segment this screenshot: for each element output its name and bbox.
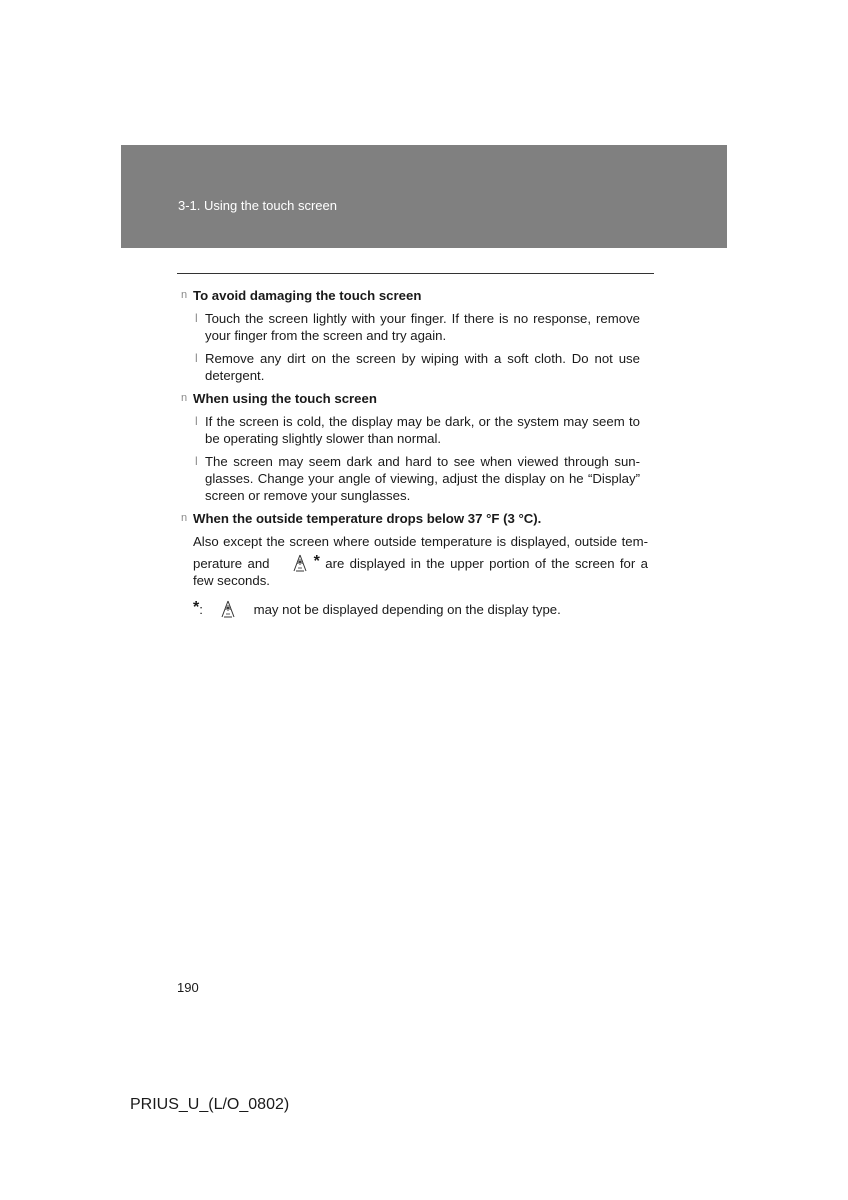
bullet-text: Touch the screen lightly with your finger. If there is no response, remove your finger from the screen and try again. xyxy=(205,311,640,343)
asterisk: * xyxy=(193,599,200,616)
section-avoid-damage xyxy=(177,287,654,384)
bullet-marker: l xyxy=(195,311,198,325)
bullet-text: Remove any dirt on the screen by wiping with a soft cloth. Do not use detergent. xyxy=(205,351,640,383)
footnote-text: may not be displayed depending on the display type. xyxy=(253,602,561,617)
paragraph-line: few seconds. xyxy=(193,573,270,588)
section-outside-temperature xyxy=(177,510,654,618)
section-marker: n xyxy=(181,289,188,301)
section-marker: n xyxy=(181,392,188,404)
document-code: PRIUS_U_(L/O_0802) xyxy=(130,1096,290,1113)
list-item xyxy=(177,310,654,344)
section-marker: n xyxy=(181,512,188,524)
page-number: 190 xyxy=(177,980,199,995)
section-using-screen xyxy=(177,390,654,504)
paragraph-line xyxy=(193,553,648,572)
bullet-marker: l xyxy=(195,351,198,365)
list-item xyxy=(177,453,654,504)
section-heading-text: When using the touch screen xyxy=(193,391,377,406)
asterisk: * xyxy=(313,553,320,570)
snowflake-road-icon xyxy=(292,554,308,572)
bullet-marker: l xyxy=(195,414,198,428)
paragraph-text: perature and xyxy=(193,556,270,571)
list-item xyxy=(177,350,654,384)
list-item xyxy=(177,413,654,447)
footnote-colon: : xyxy=(199,602,203,617)
footnote xyxy=(177,599,654,618)
bullet-text: If the screen is cold, the display may be dark, or the system may seem to be operating slightly slower than normal. xyxy=(205,414,640,446)
section-heading xyxy=(177,287,654,304)
section-heading-text: When the outside temperature drops below 37 °F (3 °C). xyxy=(193,511,542,526)
content xyxy=(177,287,654,624)
snowflake-road-icon xyxy=(220,600,236,618)
section-heading xyxy=(177,510,654,527)
header-band xyxy=(121,145,727,248)
paragraph-text: are displayed in the upper portion of the screen for a xyxy=(325,556,648,571)
section-heading xyxy=(177,390,654,407)
paragraph-line: Also except the screen where outside temperature is displayed, outside tem- xyxy=(193,534,648,549)
temperature-paragraph xyxy=(177,533,654,589)
section-title: 3-1. Using the touch screen xyxy=(178,198,337,213)
section-heading-text: To avoid damaging the touch screen xyxy=(193,288,422,303)
divider-rule xyxy=(177,273,654,274)
bullet-marker: l xyxy=(195,454,198,468)
bullet-text: The screen may seem dark and hard to see when viewed through sun-glasses. Change your angle of viewing, adjust the display on he “Display” screen or remove your sunglasses. xyxy=(205,454,640,503)
